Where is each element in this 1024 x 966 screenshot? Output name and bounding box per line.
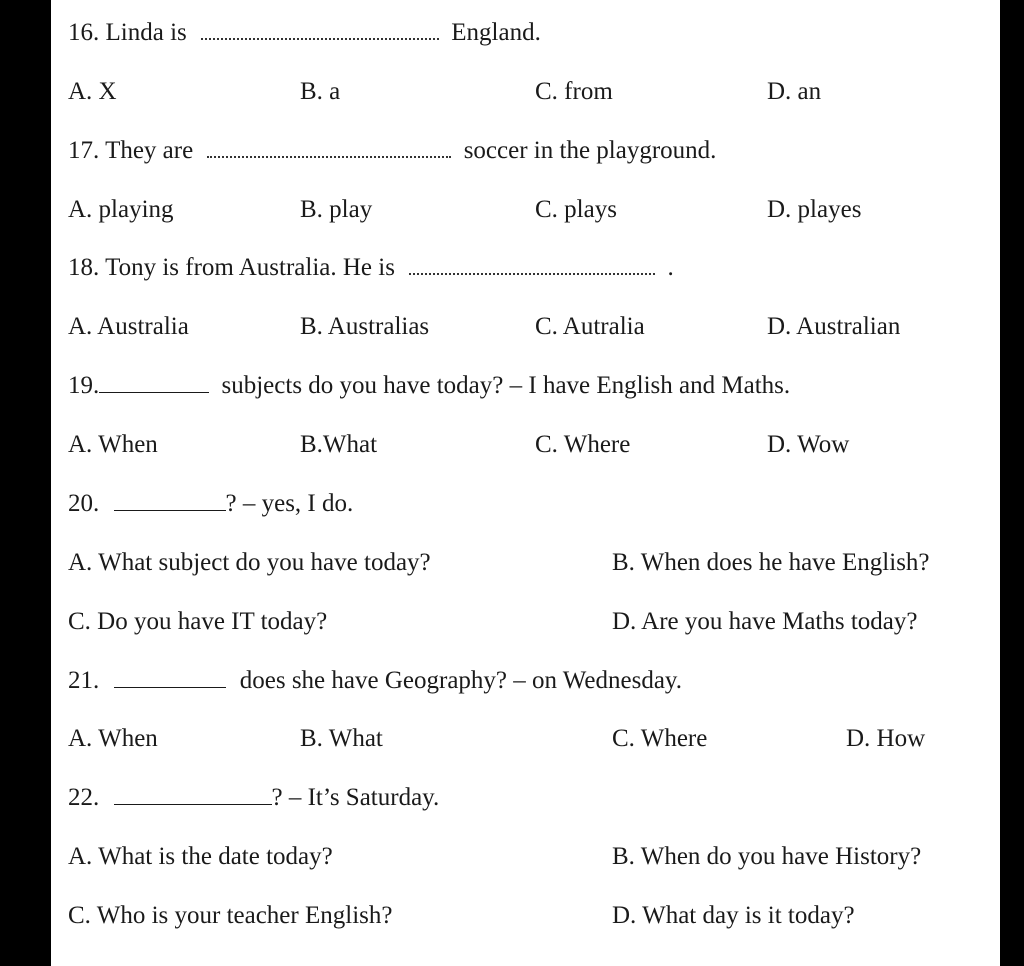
question-19 — [68, 371, 790, 401]
option-d: D. playes — [767, 196, 862, 223]
question-text-after: does she have Geography? – on Wednesday. — [239, 667, 683, 694]
answer-blank — [114, 510, 226, 511]
question-number: 21. — [68, 667, 100, 694]
question-text-after: soccer in the playground. — [463, 137, 717, 164]
question-text-after: ? – It’s Saturday. — [271, 784, 440, 811]
question-text-before: Tony is from Australia. He is — [105, 254, 395, 281]
option-c: C. plays — [535, 196, 617, 223]
option-c: C. Who is your teacher English? — [68, 902, 393, 929]
question-18 — [68, 253, 674, 283]
option-b: B. What — [300, 725, 383, 752]
question-16 — [68, 18, 541, 48]
dotted-blank — [409, 273, 655, 275]
answer-blank — [114, 687, 226, 688]
option-d: D. an — [767, 78, 822, 105]
option-d: D. Are you have Maths today? — [612, 608, 918, 635]
question-number: 17. — [68, 137, 100, 164]
worksheet-page — [51, 0, 1000, 966]
question-17 — [68, 136, 716, 166]
option-b: B.What — [300, 431, 378, 458]
question-21 — [68, 666, 682, 696]
option-d: D. Australian — [767, 313, 901, 340]
option-d: D. Wow — [767, 431, 850, 458]
question-text-after: ? – yes, I do. — [225, 490, 354, 517]
option-d: D. How — [846, 725, 926, 752]
question-20 — [68, 489, 353, 519]
question-number: 19. — [68, 372, 100, 399]
option-a: A. playing — [68, 196, 174, 223]
option-c: C. Do you have IT today? — [68, 608, 328, 635]
question-number: 20. — [68, 490, 100, 517]
option-a: A. When — [68, 431, 158, 458]
option-d: D. What day is it today? — [612, 902, 855, 929]
question-text-after: subjects do you have today? – I have English and Maths. — [221, 372, 791, 399]
option-c: C. Where — [612, 725, 708, 752]
question-text-before: They are — [105, 137, 194, 164]
option-c: C. Autralia — [535, 313, 645, 340]
option-a: A. What subject do you have today? — [68, 549, 431, 576]
dotted-blank — [207, 156, 451, 158]
option-b: B. a — [300, 78, 341, 105]
question-number: 16. — [68, 19, 100, 46]
option-b: B. When do you have History? — [612, 843, 922, 870]
option-a: A. What is the date today? — [68, 843, 333, 870]
option-a: A. X — [68, 78, 117, 105]
option-a: A. When — [68, 725, 158, 752]
answer-blank — [99, 392, 209, 393]
question-number: 18. — [68, 254, 100, 281]
option-c: C. Where — [535, 431, 631, 458]
question-number: 22. — [68, 784, 100, 811]
question-text-after: . — [667, 254, 674, 281]
question-22 — [68, 783, 439, 813]
option-c: C. from — [535, 78, 613, 105]
dotted-blank — [201, 38, 439, 40]
option-b: B. play — [300, 196, 373, 223]
question-text-before: Linda is — [105, 19, 187, 46]
option-b: B. When does he have English? — [612, 549, 930, 576]
option-a: A. Australia — [68, 313, 189, 340]
question-text-after: England. — [451, 19, 541, 46]
option-b: B. Australias — [300, 313, 430, 340]
answer-blank — [114, 804, 272, 805]
